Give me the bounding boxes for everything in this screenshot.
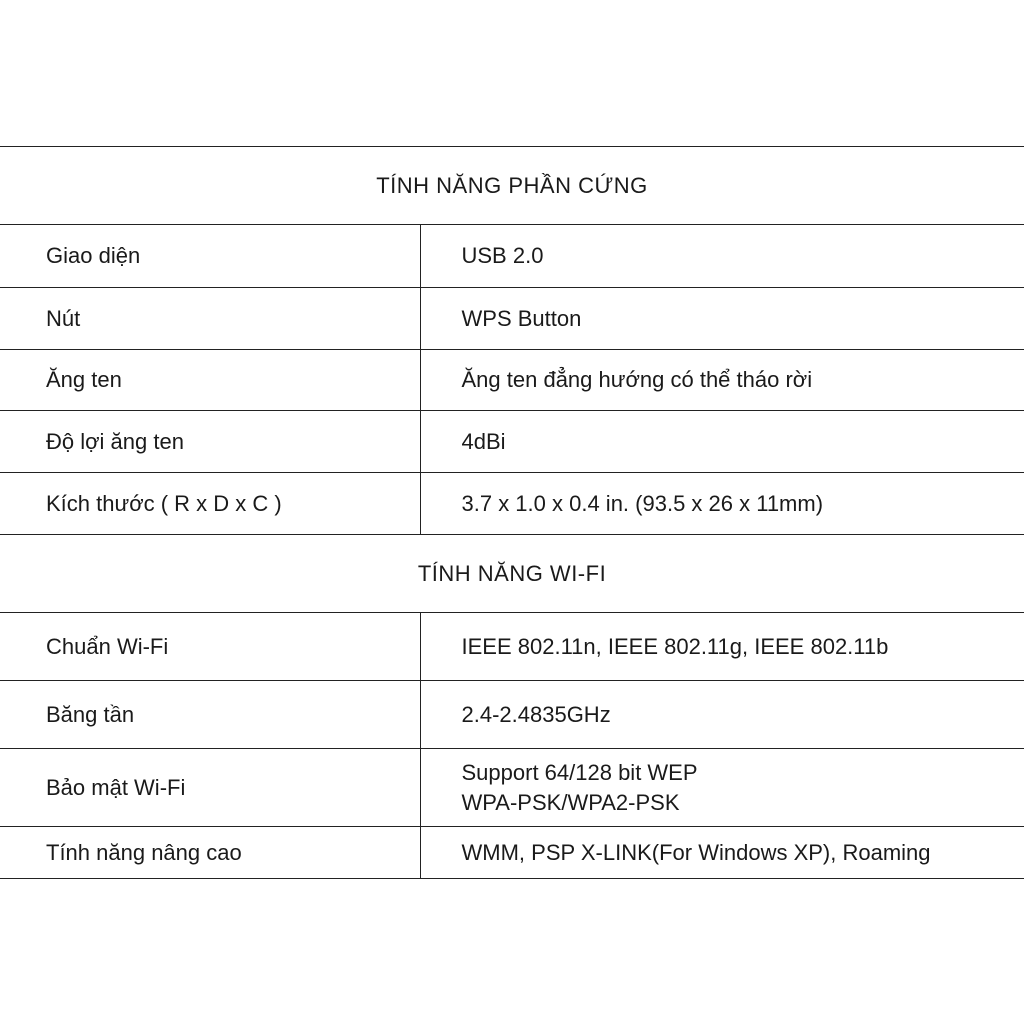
spec-value-line: WPA-PSK/WPA2-PSK [461,789,680,815]
spec-value: WMM, PSP X-LINK(For Windows XP), Roaming [420,827,1024,879]
table-row [0,350,1024,411]
spec-label: Giao diện [0,225,420,288]
section-header-wifi [0,535,1024,613]
spec-label: Nút [0,288,420,350]
spec-value: WPS Button [420,288,1024,350]
spec-label: Băng tần [0,681,420,749]
spec-value: 2.4-2.4835GHz [420,681,1024,749]
table-row [0,827,1024,879]
table-row [0,225,1024,288]
table-row [0,473,1024,535]
spec-label: Tính năng nâng cao [0,827,420,879]
table-row [0,749,1024,827]
table-row [0,681,1024,749]
table-row [0,288,1024,350]
spec-value-line: Support 64/128 bit WEP [461,759,698,785]
table-row [0,613,1024,681]
spec-table [0,146,1024,879]
table-row [0,411,1024,473]
spec-value: 4dBi [420,411,1024,473]
spec-value: 3.7 x 1.0 x 0.4 in. (93.5 x 26 x 11mm) [420,473,1024,535]
spec-label: Bảo mật Wi-Fi [0,749,420,827]
spec-label: Độ lợi ăng ten [0,411,420,473]
section-title: TÍNH NĂNG WI-FI [0,535,1024,613]
spec-value: Ăng ten đẳng hướng có thể tháo rời [420,350,1024,411]
section-header-hardware [0,147,1024,225]
spec-label: Chuẩn Wi-Fi [0,613,420,681]
spec-value: IEEE 802.11n, IEEE 802.11g, IEEE 802.11b [420,613,1024,681]
spec-label: Kích thước ( R x D x C ) [0,473,420,535]
spec-value: USB 2.0 [420,225,1024,288]
section-title: TÍNH NĂNG PHẦN CỨNG [0,147,1024,225]
spec-value [420,749,1024,827]
spec-label: Ăng ten [0,350,420,411]
